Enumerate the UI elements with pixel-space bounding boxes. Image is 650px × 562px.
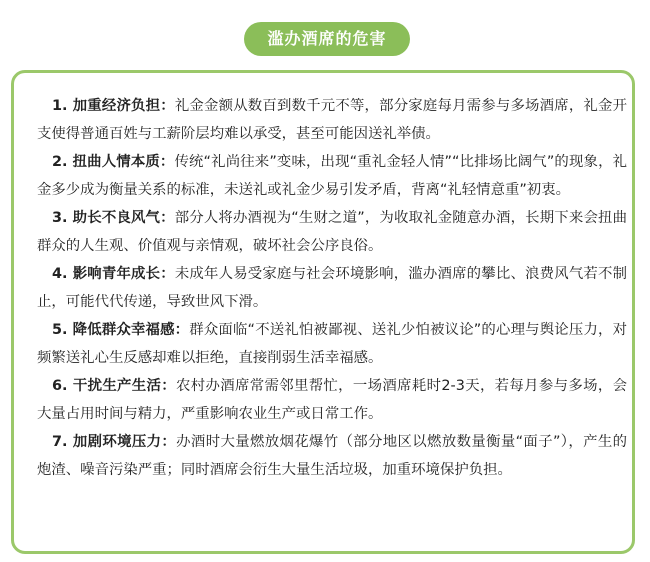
- item-text: 农村办酒席常需邻里帮忙，一场酒席耗时2-3天，若每月参与多场，会大量占用时间与精力，严重影响农业生产或日常工作。: [37, 378, 627, 422]
- item-label: 1. 加重经济负担：: [52, 98, 175, 114]
- section-title: 滥办酒席的危害: [244, 22, 410, 56]
- list-item: [37, 428, 627, 484]
- item-label: 4. 影响青年成长：: [52, 266, 175, 282]
- item-text: 礼金金额从数百到数千元不等，部分家庭每月需参与多场酒席，礼金开支使得普通百姓与工薪阶层均难以承受，甚至可能因送礼举债。: [37, 98, 627, 142]
- item-label: 5. 降低群众幸福感：: [52, 322, 190, 338]
- item-text: 未成年人易受家庭与社会环境影响，滥办酒席的攀比、浪费风气若不制止，可能代代传递，导致世风下滑。: [37, 266, 627, 310]
- list-item: [37, 148, 627, 204]
- list-item: [37, 204, 627, 260]
- item-text: 传统“礼尚往来”变味，出现“重礼金轻人情”“比排场比阔气”的现象，礼金多少成为衡量关系的标准，未送礼或礼金少易引发矛盾，背离“礼轻情意重”初衷。: [37, 154, 627, 198]
- item-text: 群众面临“不送礼怕被鄙视、送礼少怕被议论”的心理与舆论压力，对频繁送礼心生反感却难以拒绝，直接削弱生活幸福感。: [37, 322, 627, 366]
- list-item: [37, 372, 627, 428]
- harm-list: [37, 92, 627, 484]
- item-label: 6. 干扰生产生活：: [52, 378, 177, 394]
- item-label: 2. 扭曲人情本质：: [52, 154, 175, 170]
- item-label: 3. 助长不良风气：: [52, 210, 175, 226]
- item-label: 7. 加剧环境压力：: [52, 434, 177, 450]
- item-text: 部分人将办酒视为“生财之道”，为收取礼金随意办酒，长期下来会扭曲群众的人生观、价值观与亲情观，破坏社会公序良俗。: [37, 210, 627, 254]
- list-item: [37, 316, 627, 372]
- list-item: [37, 260, 627, 316]
- item-text: 办酒时大量燃放烟花爆竹（部分地区以燃放数量衡量“面子”），产生的炮渣、噪音污染严重；同时酒席会衍生大量生活垃圾，加重环境保护负担。: [37, 434, 627, 478]
- list-item: [37, 92, 627, 148]
